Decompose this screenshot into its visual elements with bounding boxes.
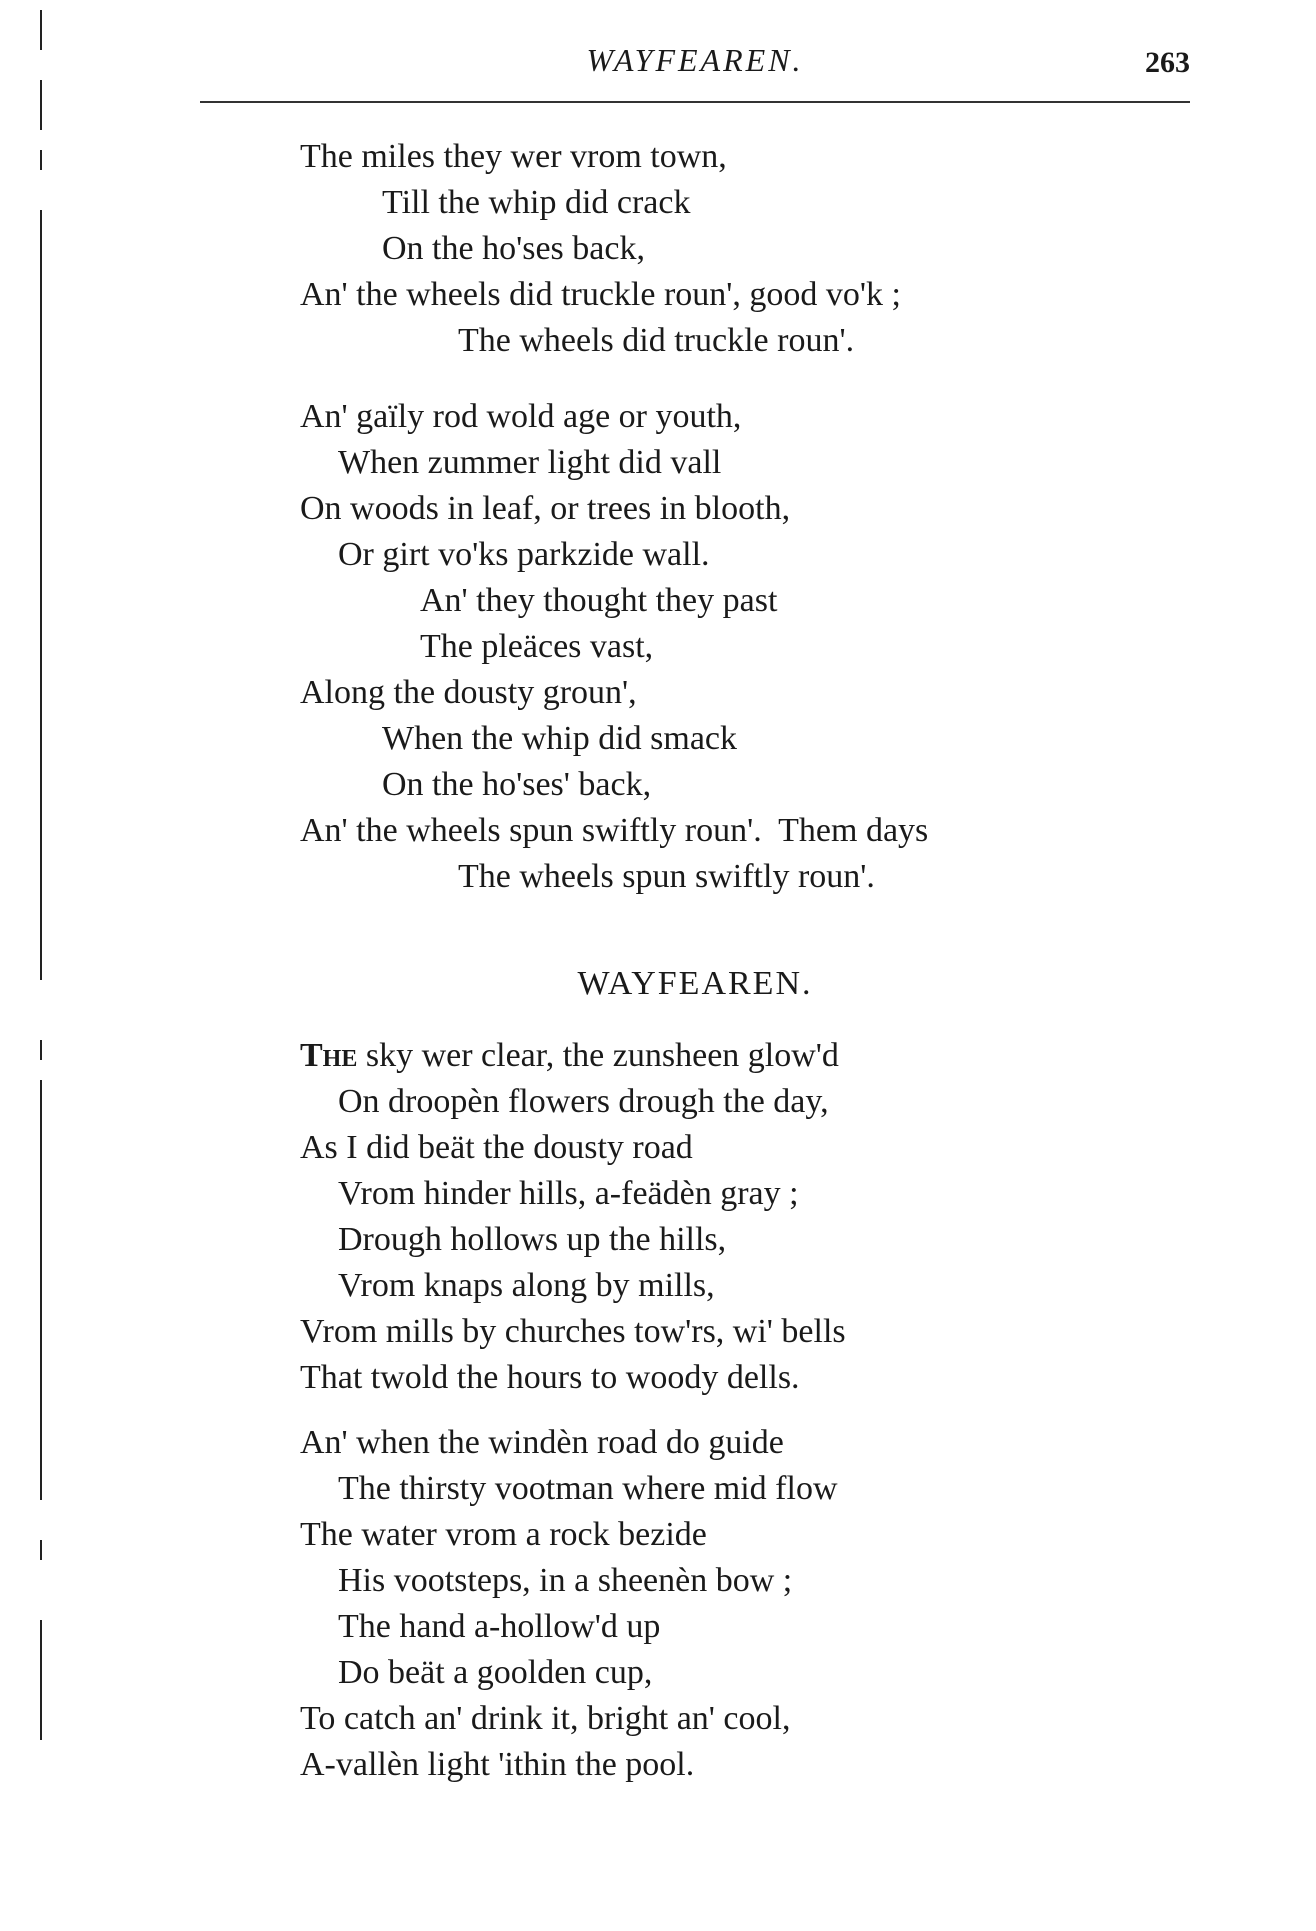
verse-line: Along the dousty groun', bbox=[300, 674, 637, 711]
verse-line: On droopèn flowers drough the day, bbox=[338, 1083, 829, 1120]
stanza-continuation-2 bbox=[300, 394, 928, 900]
verse-line: Vrom knaps along by mills, bbox=[338, 1267, 715, 1304]
verse-line: As I did beät the dousty road bbox=[300, 1129, 693, 1166]
verse-line: An' they thought they past bbox=[420, 582, 778, 619]
verse-line: When the whip did smack bbox=[382, 720, 738, 757]
verse-line: An' the wheels spun swiftly roun'. Them days bbox=[300, 812, 929, 849]
drop-word: The bbox=[300, 1037, 358, 1074]
verse-line-first bbox=[300, 1033, 846, 1079]
verse-line: To catch an' drink it, bright an' cool, bbox=[300, 1700, 791, 1737]
running-head bbox=[200, 42, 1190, 92]
verse-line: Till the whip did crack bbox=[382, 184, 691, 221]
verse-line: When zummer light did vall bbox=[338, 444, 722, 481]
running-title: WAYFEAREN. bbox=[586, 42, 804, 78]
verse-line: The wheels did truckle roun'. bbox=[458, 322, 855, 359]
verse-line: An' when the windèn road do guide bbox=[300, 1424, 784, 1461]
verse-line: Do beät a goolden cup, bbox=[338, 1654, 653, 1691]
binding-edge bbox=[40, 0, 43, 1931]
verse-line: That twold the hours to woody dells. bbox=[300, 1359, 800, 1396]
verse-line: The miles they wer vrom town, bbox=[300, 138, 727, 175]
verse-line: The hand a-hollow'd up bbox=[338, 1608, 661, 1645]
verse-line: Drough hollows up the hills, bbox=[338, 1221, 727, 1258]
verse-line: On the ho'ses' back, bbox=[382, 766, 652, 803]
stanza-continuation-1 bbox=[300, 134, 901, 364]
verse-line: The wheels spun swiftly roun'. bbox=[458, 858, 875, 895]
verse-line: Or girt vo'ks parkzide wall. bbox=[338, 536, 710, 573]
page-number: 263 bbox=[1145, 46, 1190, 79]
stanza-2 bbox=[300, 1420, 838, 1788]
verse-line: The thirsty vootman where mid flow bbox=[338, 1470, 838, 1507]
header-rule bbox=[200, 101, 1190, 103]
verse-line: Vrom mills by churches tow'rs, wi' bells bbox=[300, 1313, 846, 1350]
verse-line: Vrom hinder hills, a-feädèn gray ; bbox=[338, 1175, 799, 1212]
verse-line: On the ho'ses back, bbox=[382, 230, 645, 267]
verse-line: His vootsteps, in a sheenèn bow ; bbox=[338, 1562, 793, 1599]
verse-line: The water vrom a rock bezide bbox=[300, 1516, 707, 1553]
stanza-1 bbox=[300, 1033, 846, 1401]
poem-title: WAYFEAREN. bbox=[577, 965, 813, 1002]
verse-line: The pleäces vast, bbox=[420, 628, 654, 665]
verse-line: An' gaïly rod wold age or youth, bbox=[300, 398, 742, 435]
first-line-rest: sky wer clear, the zunsheen glow'd bbox=[357, 1037, 839, 1074]
verse-line: On woods in leaf, or trees in blooth, bbox=[300, 490, 791, 527]
verse-line: A-vallèn light 'ithin the pool. bbox=[300, 1746, 695, 1783]
verse-line: An' the wheels did truckle roun', good vo'k ; bbox=[300, 276, 901, 313]
